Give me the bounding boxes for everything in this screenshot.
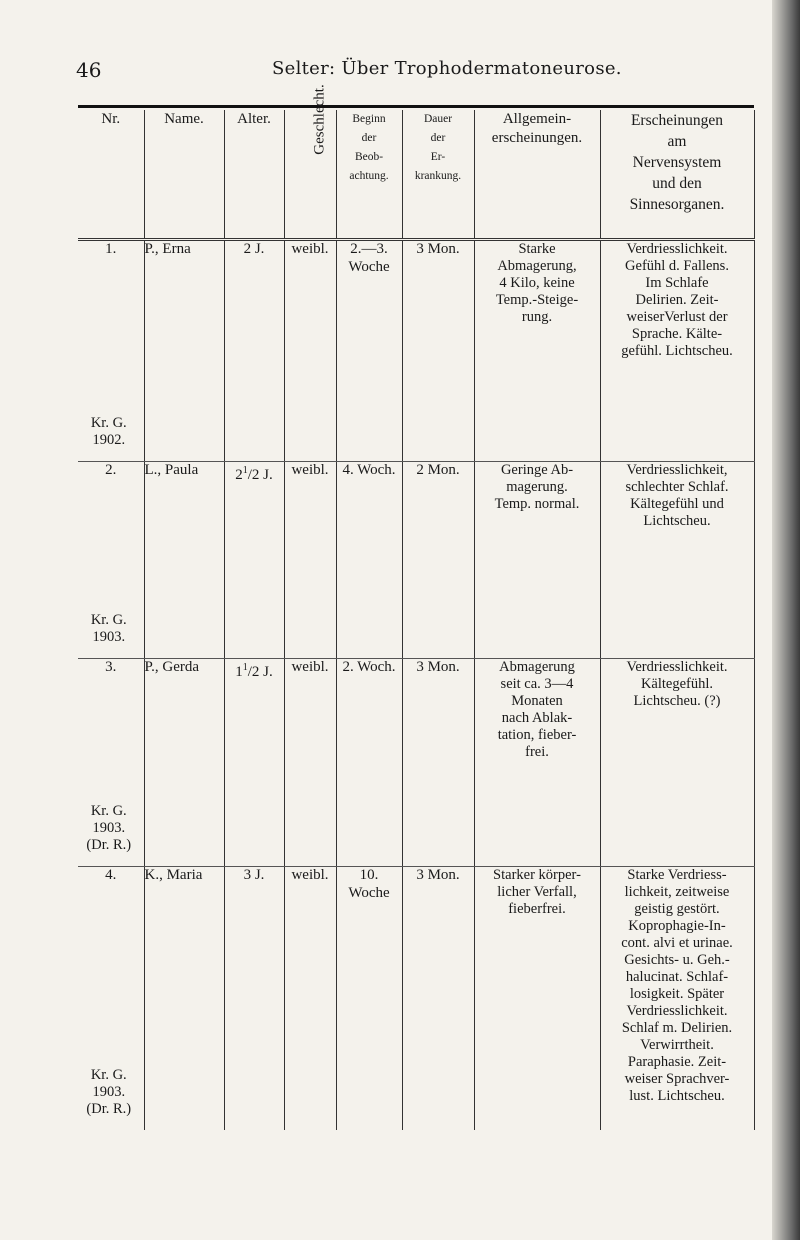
nr-cell <box>78 462 144 659</box>
observation-start: 10. Woche <box>336 867 402 1131</box>
illness-duration: 2 Mon. <box>402 462 474 659</box>
general-symptoms: Starker körper- licher Verfall, fieberfrei. <box>474 867 600 1131</box>
patient-age: 3 J. <box>224 867 284 1131</box>
header-dauer: Dauer der Er- krankung. <box>402 110 474 240</box>
age-whole: 1 <box>235 664 243 680</box>
header-allgemein: Allgemein- erscheinungen. <box>474 110 600 240</box>
general-symptoms: Starke Abmagerung, 4 Kilo, keine Temp.-Steige- rung. <box>474 240 600 462</box>
table-row <box>78 867 754 1131</box>
case-number: 3. <box>105 659 117 675</box>
case-number: 4. <box>105 867 117 883</box>
header-geschlecht-label: Geschlecht. <box>311 84 328 155</box>
patient-age: $1^1/2$ J. <box>224 659 284 867</box>
nr-cell <box>78 240 144 462</box>
nervous-symptoms: Verdriesslichkeit. Gefühl d. Fallens. Im Schlafe Delirien. Zeit- weiserVerlust der Sprache. Kälte- gefühl. Lichtscheu. <box>600 240 754 462</box>
age-fraction-denominator: 2 <box>251 467 260 483</box>
header-beginn: Beginn der Beob- achtung. <box>336 110 402 240</box>
case-number: 2. <box>105 462 117 478</box>
general-symptoms: Abmagerung seit ca. 3—4 Monaten nach Ablak- tation, fieber- frei. <box>474 659 600 867</box>
patient-age: 2 J. <box>224 240 284 462</box>
top-rule <box>78 105 754 108</box>
running-title: Selter: Über Trophodermatoneurose. <box>272 58 622 79</box>
page-number: 46 <box>76 58 102 82</box>
age-fraction-numerator: 1 <box>242 465 248 476</box>
case-source: Kr. G. 1903. (Dr. R.) <box>86 803 132 853</box>
general-symptoms: Geringe Ab- magerung. Temp. normal. <box>474 462 600 659</box>
patient-name: L., Paula <box>144 462 224 659</box>
table-row <box>78 659 754 867</box>
patient-sex: weibl. <box>284 240 336 462</box>
patient-name: P., Gerda <box>144 659 224 867</box>
case-source: Kr. G. 1903. (Dr. R.) <box>86 1067 132 1117</box>
page-edge-shadow <box>772 0 800 1240</box>
patient-sex: weibl. <box>284 462 336 659</box>
age-unit: J. <box>259 664 273 680</box>
case-source: Kr. G. 1902. <box>90 415 127 448</box>
age-unit: J. <box>259 467 273 483</box>
page-header <box>76 56 756 86</box>
illness-duration: 3 Mon. <box>402 659 474 867</box>
table-header-row <box>78 110 754 240</box>
case-source: Kr. G. 1903. <box>90 612 127 645</box>
header-name: Name. <box>144 110 224 240</box>
illness-duration: 3 Mon. <box>402 240 474 462</box>
patient-age: $2^1/2$ J. <box>224 462 284 659</box>
patient-sex: weibl. <box>284 867 336 1131</box>
patient-name: P., Erna <box>144 240 224 462</box>
case-number: 1. <box>105 241 117 257</box>
nervous-symptoms: Verdriesslichkeit. Kältegefühl. Lichtscheu. (?) <box>600 659 754 867</box>
nr-cell <box>78 659 144 867</box>
nervous-symptoms: Starke Verdriess- lichkeit, zeitweise geistig gestört. Koprophagie-In- cont. alvi et urinae. Gesichts- u. Geh.- halucinat. Schlaf- losigkeit. Später Verdriesslichkeit. Schlaf m. Delirien. Verwirrtheit. Paraphasie. Zeit- weiser Sprachver- lust. Lichtscheu. <box>600 867 754 1131</box>
header-alter: Alter. <box>224 110 284 240</box>
observation-start: 4. Woch. <box>336 462 402 659</box>
age-fraction-numerator: 1 <box>242 662 248 673</box>
age-whole: 2 <box>235 467 243 483</box>
header-geschlecht <box>284 84 336 240</box>
age-fraction-denominator: 2 <box>251 664 260 680</box>
header-nr: Nr. <box>78 110 144 240</box>
illness-duration: 3 Mon. <box>402 867 474 1131</box>
table-row <box>78 240 754 462</box>
table-row <box>78 462 754 659</box>
observation-start: 2. Woch. <box>336 659 402 867</box>
header-nerven: Erscheinungen am Nervensystem und den Sinnesorganen. <box>600 110 754 240</box>
case-table <box>78 84 755 1130</box>
nr-cell <box>78 867 144 1131</box>
patient-sex: weibl. <box>284 659 336 867</box>
patient-name: K., Maria <box>144 867 224 1131</box>
observation-start: 2.—3. Woche <box>336 240 402 462</box>
nervous-symptoms: Verdriesslichkeit, schlechter Schlaf. Kältegefühl und Lichtscheu. <box>600 462 754 659</box>
